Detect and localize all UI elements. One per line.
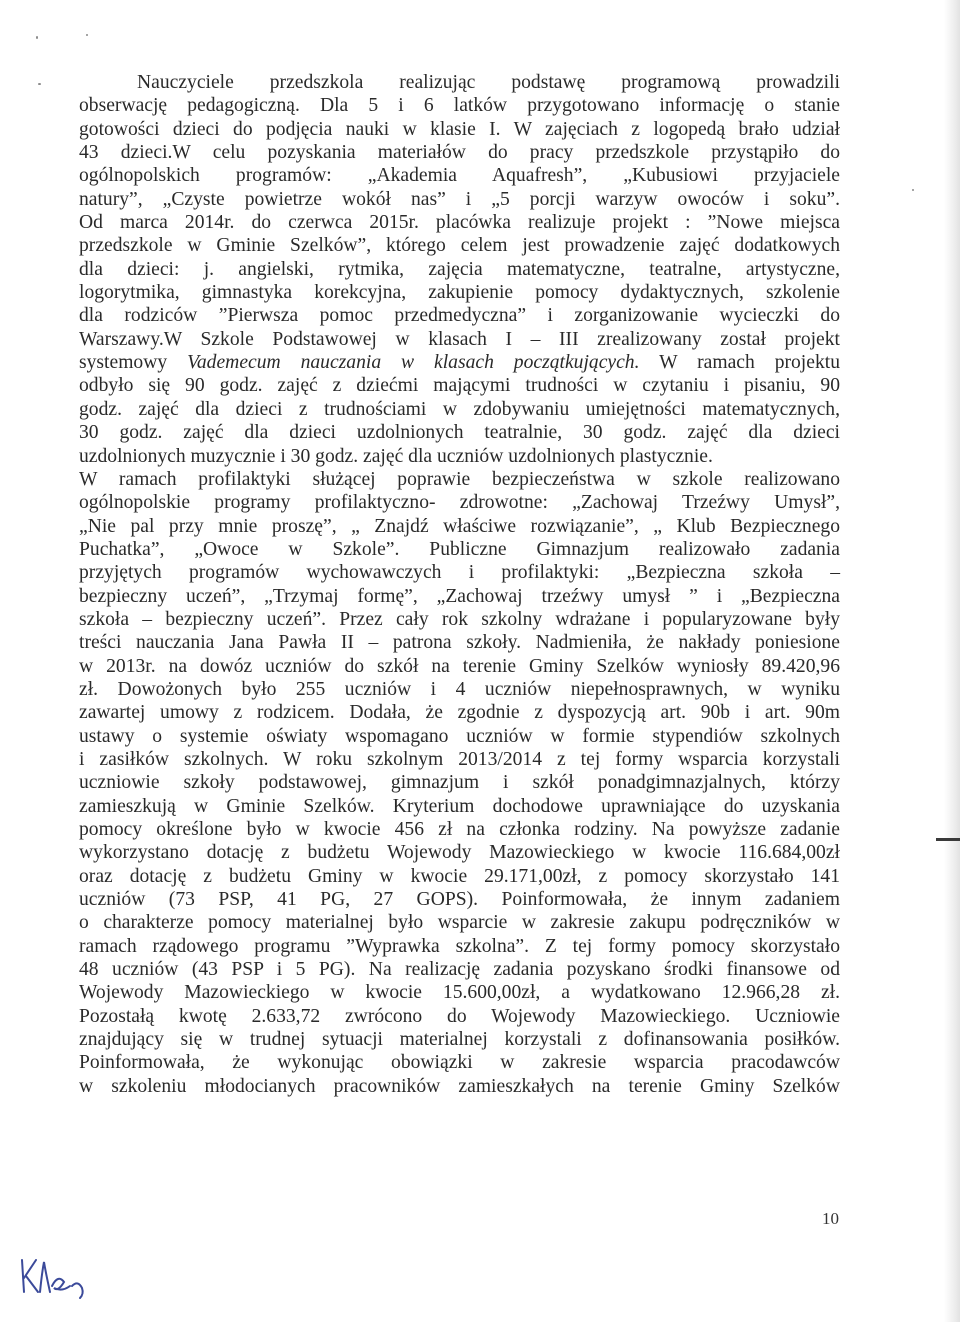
- text-segment: w szkoleniu młodocianych pracowników zamieszkałych na terenie Gminy Szelków: [79, 1075, 840, 1097]
- text-segment: „Nie pal przy mnie proszę”, „ Znajdź właściwe rozwiązanie”, „ Klub Bezpiecznego: [79, 515, 840, 537]
- text-segment: W ramach profilaktyki służącej poprawie bezpieczeństwa w szkole realizowano: [79, 468, 840, 490]
- text-line: [79, 771, 840, 794]
- text-segment: uzdolnionych muzycznie i 30 godz. zajęć dla uczniów uzdolnionych plastycznie.: [79, 445, 713, 467]
- text-segment: uczniowie szkoły podstawowej, gimnazjum i szkół ponadgimnazjalnych, którzy: [79, 772, 840, 794]
- text-segment: natury”, „Czyste powietrze wokół nas” i „5 porcji warzyw owoców i soku”.: [79, 188, 840, 210]
- text-line: [79, 445, 840, 468]
- text-line: [79, 188, 840, 211]
- text-line: [79, 164, 840, 187]
- text-line: [79, 491, 840, 514]
- text-segment: W ramach projektu: [639, 352, 840, 374]
- text-line: [79, 141, 840, 164]
- text-line: [79, 888, 840, 911]
- text-segment: uczniów (73 PSP, 41 PG, 27 GOPS). Poinformowała, że innym zadaniem: [79, 889, 840, 911]
- text-segment: oraz dotację z budżetu Gminy w kwocie 29.171,00zł, z pomocy skorzystało 141: [79, 865, 840, 887]
- text-line: [79, 234, 840, 257]
- text-line: [79, 71, 840, 94]
- text-segment: Od marca 2014r. do czerwca 2015r. placówka realizuje projekt : ”Nowe miejsca: [79, 212, 840, 234]
- scan-speck: [86, 34, 88, 36]
- text-segment: Nauczyciele przedszkola realizując podstawę programową prowadzili: [137, 72, 840, 93]
- text-segment: godz. zajęć dla dzieci z trudnościami w zdobywaniu umiejętności matematycznych,: [79, 398, 840, 420]
- text-line: [79, 981, 840, 1004]
- text-segment: dla rodziców ”Pierwsza pomoc przedmedyczna” i zorganizowanie wycieczki do: [79, 305, 840, 327]
- text-line: [79, 1075, 840, 1098]
- text-line: [79, 374, 840, 397]
- text-segment: ustawy o systemie oświaty wspomagano uczniów w formie stypendiów szkolnych: [79, 725, 840, 747]
- text-segment: dla dzieci: j. angielski, rytmika, zajęcia matematyczne, teatralne, artystyczne,: [79, 258, 840, 280]
- text-line: [79, 701, 840, 724]
- text-line: [79, 351, 840, 374]
- text-segment: Warszawy.W Szkole Podstawowej w klasach I – III zrealizowany został projekt: [79, 328, 840, 350]
- text-segment: gotowości dzieci do podjęcia nauki w klasie I. W zajęciach z logopedą brało udział: [79, 118, 840, 140]
- text-line: [79, 725, 840, 748]
- text-segment: Puchatka”, „Owoce w Szkole”. Publiczne Gimnazjum realizowało zadania: [79, 538, 840, 560]
- text-segment: ogólnopolskich programów: „Akademia Aquafresh”, „Kubusiowi przyjaciele: [79, 165, 840, 187]
- text-segment: znajdujący się w trudnej sytuacji materialnej korzystali z dofinansowania posiłków.: [79, 1029, 840, 1051]
- text-segment: systemowy: [79, 352, 188, 374]
- text-segment: przedszkole w Gminie Szelków”, którego celem jest prowadzenie zajęć dodatkowych: [79, 235, 840, 257]
- text-line: [79, 258, 840, 281]
- text-segment: ramach rządowego programu ”Wyprawka szkolna”. Z tej formy pomocy skorzystało: [79, 935, 840, 957]
- text-line: [79, 631, 840, 654]
- scan-speck: [38, 83, 41, 85]
- text-line: [79, 1005, 840, 1028]
- text-line: [79, 118, 840, 141]
- text-line: [79, 538, 840, 561]
- text-segment: wykorzystano dotację z budżetu Wojewody Mazowieckiego w kwocie 116.684,00zł: [79, 842, 840, 864]
- text-line: [79, 515, 840, 538]
- handwritten-signature: [14, 1252, 100, 1300]
- text-line: [79, 1028, 840, 1051]
- text-line: [79, 608, 840, 631]
- text-segment: Pozostałą kwotę 2.633,72 zwrócono do Wojewody Mazowieckiego. Uczniowie: [79, 1005, 840, 1027]
- text-segment: 43 dzieci.W celu pozyskania materiałów do pracy przedszkole przystąpiło do: [79, 142, 840, 164]
- text-line: [79, 304, 840, 327]
- text-segment: i zasiłków szkolnych. W roku szkolnym 2013/2014 z tej formy wsparcia korzystali: [79, 748, 840, 770]
- text-segment: zawartej umowy z rodzicem. Dodała, że zgodnie z dyspozycją art. 90b i art. 90m: [79, 702, 840, 724]
- text-line: [79, 328, 840, 351]
- text-line: [79, 655, 840, 678]
- text-line: [79, 818, 840, 841]
- text-segment: w 2013r. na dowóz uczniów do szkół na terenie Gminy Szelków wyniosły 89.420,96: [79, 655, 840, 677]
- text-segment: bezpieczny uczeń”, „Trzymaj formę”, „Zachowaj trzeźwy umysł ” i „Bezpieczna: [79, 585, 840, 607]
- scan-speck: [912, 189, 914, 191]
- text-line: [79, 865, 840, 888]
- text-segment: Wojewody Mazowieckiego w kwocie 15.600,00zł, a wydatkowano 12.966,28 zł.: [79, 982, 840, 1004]
- scan-speck: [36, 36, 38, 39]
- text-segment: zł. Dowożonych było 255 uczniów i 4 uczniów niepełnosprawnych, w wyniku: [79, 678, 840, 700]
- text-segment: 48 uczniów (43 PSP i 5 PG). Na realizację zadania pozyskano środki finansowe od: [79, 959, 840, 981]
- text-segment: obserwację pedagogiczną. Dla 5 i 6 latków przygotowano informację o stanie: [79, 95, 840, 117]
- text-line: [79, 1051, 840, 1074]
- text-segment: zamieszkują w Gminie Szelków. Kryterium dochodowe uprawniające do uzyskania: [79, 795, 840, 817]
- text-segment: ogólnopolskie programy profilaktyczno- zdrowotne: „Zachowaj Trzeźwy Umysł”,: [79, 492, 840, 514]
- text-line: [79, 585, 840, 608]
- scan-edge-shadow: [944, 0, 960, 1322]
- text-segment: 30 godz. zajęć dla dzieci uzdolnionych teatralnie, 30 godz. zajęć dla dzieci: [79, 422, 840, 444]
- page-number: 10: [822, 1209, 839, 1228]
- text-line: [79, 94, 840, 117]
- text-line: [79, 468, 840, 491]
- text-segment: Vademecum nauczania w klasach początkujących.: [187, 352, 640, 374]
- text-segment: Poinformowała, że wykonując obowiązki w zakresie wsparcia pracodawców: [79, 1052, 840, 1074]
- text-line: [79, 421, 840, 444]
- text-segment: o charakterze pomocy materialnej było wsparcie w zakresie zakupu podręczników w: [79, 912, 840, 934]
- text-line: [79, 398, 840, 421]
- text-line: [79, 935, 840, 958]
- text-segment: treści nauczania Jana Pawła II – patrona szkoły. Nadmieniła, że nakłady poniesione: [79, 632, 840, 654]
- text-line: [79, 211, 840, 234]
- document-body-text: [79, 71, 840, 1098]
- text-segment: pomocy określone było w kwocie 456 zł na członka rodziny. Na powyższe zadanie: [79, 819, 840, 840]
- text-line: [79, 911, 840, 934]
- text-line: [79, 678, 840, 701]
- text-line: [79, 795, 840, 818]
- text-line: [79, 561, 840, 584]
- text-line: [79, 841, 840, 864]
- text-segment: odbyło się 90 godz. zajęć z dziećmi mającymi trudności w czytaniu i pisaniu, 90: [79, 375, 840, 397]
- text-line: [79, 281, 840, 304]
- text-segment: przyjętych programów wychowawczych i profilaktyki: „Bezpieczna szkoła –: [79, 562, 840, 584]
- text-segment: szkoła – bezpieczny uczeń”. Przez cały rok szkolny wdrażane i popularyzowane były: [79, 608, 840, 630]
- text-line: [79, 748, 840, 771]
- scan-margin-mark: [936, 838, 960, 841]
- text-segment: logorytmika, gimnastyka korekcyjna, zakupienie pomocy dydaktycznych, szkolenie: [79, 282, 840, 304]
- text-line: [79, 958, 840, 981]
